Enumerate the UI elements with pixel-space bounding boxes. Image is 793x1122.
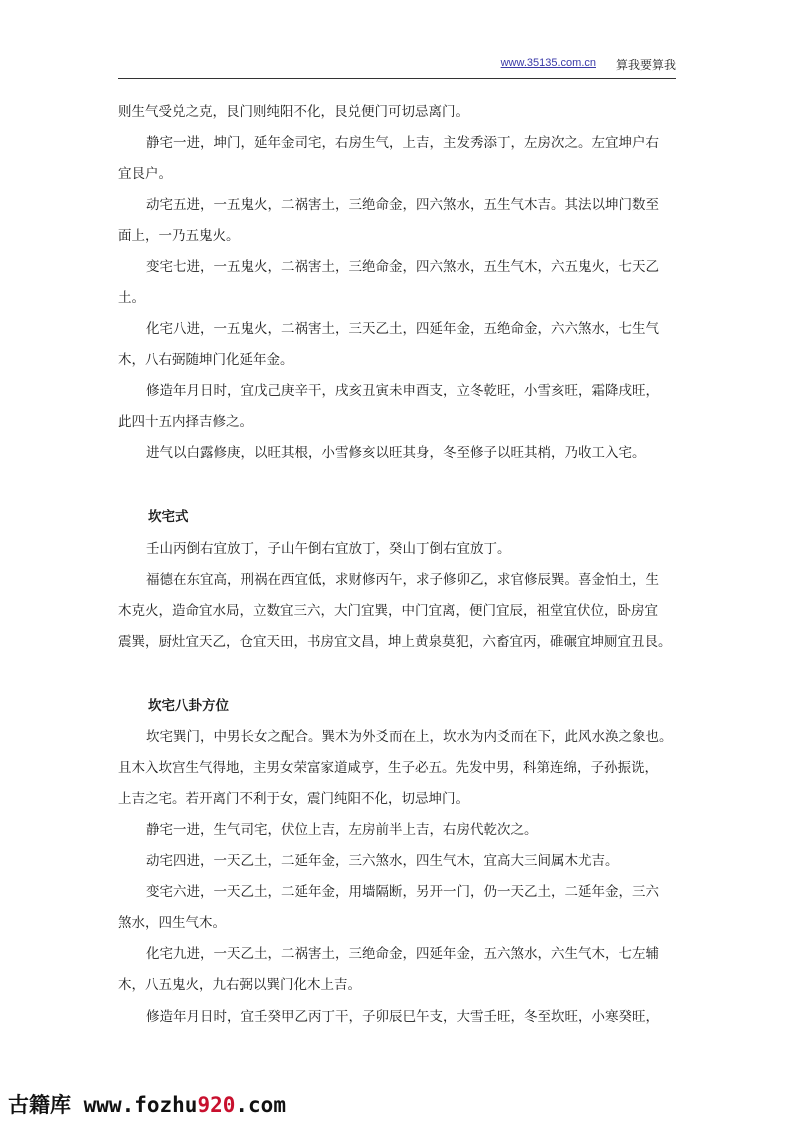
- body-line: 动宅四进，一天乙土，二延年金，三六煞水，四生气木，宜高大三间属木尤吉。: [146, 853, 619, 869]
- footer-url-prefix: www.fozhu: [83, 1093, 198, 1117]
- body-line: 面上，一乃五鬼火。: [118, 228, 240, 244]
- body-line: 坎宅巽门，中男长女之配合。巽木为外爻而在上，坎水为内爻而在下，此风水涣之象也。: [146, 729, 673, 745]
- body-line: 静宅一进，生气司宅，伏位上吉，左房前半上吉，右房代乾次之。: [146, 822, 538, 838]
- body-line: 化宅八进，一五鬼火，二祸害土，三天乙土，四延年金，五绝命金，六六煞水，七生气: [146, 321, 659, 337]
- body-line: 动宅五进，一五鬼火，二祸害土，三绝命金，四六煞水，五生气木吉。其法以坤门数至: [146, 197, 659, 213]
- body-line: 木，八右弼随坤门化延年金。: [118, 352, 294, 368]
- body-line: 修造年月日时，宜壬癸甲乙丙丁干，子卯辰巳午支，大雪壬旺，冬至坎旺，小寒癸旺，: [146, 1009, 659, 1025]
- body-line: 进气以白露修庚，以旺其根，小雪修亥以旺其身，冬至修子以旺其梢，乃收工入宅。: [146, 445, 646, 461]
- footer-watermark: [8, 1089, 286, 1119]
- page-header: [118, 56, 676, 79]
- body-line: 土。: [118, 290, 145, 306]
- body-line: 木克火，造命宜水局，立数宜三六，大门宜巽，中门宜离，便门宜辰，祖堂宜伏位，卧房宜: [118, 603, 658, 619]
- section-heading-kan-zhai-shi: 坎宅式: [148, 509, 189, 525]
- footer-url-suffix: .com: [235, 1093, 286, 1117]
- body-line: 则生气受兑之克，艮门则纯阳不化，艮兑便门可切忌离门。: [118, 104, 469, 120]
- body-line: 静宅一进，坤门，延年金司宅，右房生气，上吉，主发秀添丁，左房次之。左宜坤户右: [146, 135, 659, 151]
- body-line: 变宅六进，一天乙土，二延年金，用墙隔断，另开一门，仍一天乙土，二延年金，三六: [146, 884, 659, 900]
- body-line: 煞水，四生气木。: [118, 915, 226, 931]
- body-line: 福德在东宜高，刑祸在西宜低，求财修丙午，求子修卯乙，求官修辰巽。喜金怕土，生: [146, 572, 659, 588]
- header-site-name: 算我要算我: [615, 58, 676, 72]
- body-line: 此四十五内择吉修之。: [118, 414, 253, 430]
- body-line: 宜艮户。: [118, 166, 172, 182]
- body-line: 且木入坎宫生气得地，主男女荣富家道咸亨，生子必五。先发中男，科第连绵，子孙振诜，: [118, 760, 658, 776]
- body-line: 化宅九进，一天乙土，二祸害土，三绝命金，四延年金，五六煞水，六生气木，七左辅: [146, 946, 659, 962]
- section-heading-kan-zhai-bagua: 坎宅八卦方位: [148, 698, 229, 714]
- header-url-link[interactable]: www.35135.com.cn: [500, 57, 596, 69]
- body-line: 木，八五鬼火，九右弼以巽门化木上吉。: [118, 977, 361, 993]
- body-line: 震巽，厨灶宜天乙，仓宜天田，书房宜文昌，坤上黄泉莫犯，六畜宜丙，碓碾宜坤厕宜丑艮。: [118, 634, 672, 650]
- body-line: 修造年月日时，宜戊己庚辛干，戌亥丑寅未申酉支，立冬乾旺，小雪亥旺，霜降戌旺，: [146, 383, 659, 399]
- body-line: 壬山丙倒右宜放丁，子山午倒右宜放丁，癸山丁倒右宜放丁。: [146, 541, 511, 557]
- body-line: 变宅七进，一五鬼火，二祸害土，三绝命金，四六煞水，五生气木，六五鬼火，七天乙: [146, 259, 659, 275]
- body-line: 上吉之宅。若开离门不利于女，震门纯阳不化，切忌坤门。: [118, 791, 469, 807]
- footer-label: 古籍库: [8, 1093, 71, 1117]
- footer-url-number: 920: [197, 1093, 236, 1117]
